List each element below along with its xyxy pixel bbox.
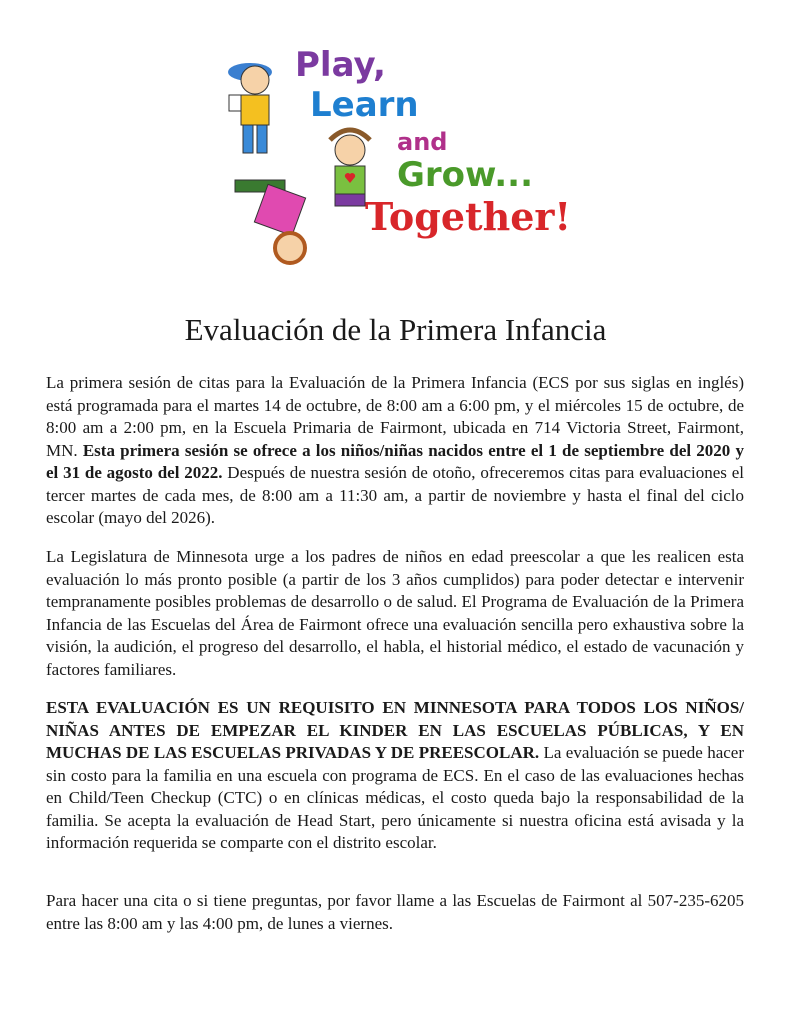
legislature-text: La Legislatura de Minnesota urge a los padres de niños en edad preescolar a que les realicen esta evaluación lo más pronto posible (a partir de los 3 años cumplidos) para poder detectar e intervenir tempranamente posibles problemas de desarrollo o de salud. El Programa de Evaluación de la Primera Infancia de las Escuelas del Área de Fairmont ofrece una evaluación sencilla pero exhaustiva sobre la visión, la audición, el progreso del desarrollo, el habla, el historial médico, el estado de vacunación y factores familiares.: [46, 547, 744, 679]
cost-info: La evaluación se puede hacer sin costo para la familia en una escuela con programa de ECS. En el caso de las evaluaciones hechas en Child/Teen Checkup (CTC) o en clínicas médicas, el costo queda bajo la responsabilidad de la familia. Se acepta la evaluación de Head Start, pero únicamente si nuestra oficina está avisada y la información requerida se comparte con el distrito escolar.: [46, 743, 745, 852]
logo-together: Together!: [365, 194, 572, 239]
page-title: Evaluación de la Primera Infancia: [184, 312, 607, 347]
session-info: La primera sesión de citas para la Evaluación de la Primera Infancia (ECS por sus siglas en inglés) está programada para el martes 14 de octubre, de 8:00 am a 6:00 pm, y el miércoles 15 de octubre, de 8:00 am a 2:00 pm, en la Escuela Primaria de Fairmont, ubicada en 714 Victoria Street, Fairmont, MN.: [46, 373, 744, 460]
logo-and: and: [397, 128, 448, 156]
eligibility-dates: Esta primera sesión se ofrece a los niños/niñas nacidos entre el 1 de septiembre del 2020 y el 31 de agosto del 2022.: [46, 440, 744, 482]
monthly-schedule: Después de nuestra sesión de otoño, ofreceremos citas para evaluaciones el tercer martes de cada mes, de 8:00 am a 11:30 am, a partir de noviembre y hasta el final del ciclo escolar (mayo del 2026).: [46, 463, 744, 527]
paragraph-legislature: [46, 546, 744, 681]
logo-grow: Grow...: [397, 155, 534, 195]
paragraph-contact: [46, 890, 744, 935]
requirement-notice: ESTA EVALUACIÓN ES UN REQUISITO EN MINNESOTA PARA TODOS LOS NIÑOS/ NIÑAS ANTES DE EMPEZAR EL KINDER EN LAS ESCUELAS PÚBLICAS, Y EN MUCHAS DE LAS ESCUELAS PRIVADAS Y DE PREESCOLAR.: [46, 698, 744, 762]
logo-learn: Learn: [310, 85, 419, 125]
paragraph-session-dates: [46, 372, 744, 530]
paragraph-requirement: [46, 697, 744, 855]
logo-play: Play,: [295, 45, 386, 85]
play-learn-grow-logo: [215, 40, 575, 280]
contact-text: Para hacer una cita o si tiene preguntas, por favor llame a las Escuelas de Fairmont al 507-235-6205 entre las 8:00 am y las 4:00 pm, de lunes a viernes.: [46, 891, 744, 933]
